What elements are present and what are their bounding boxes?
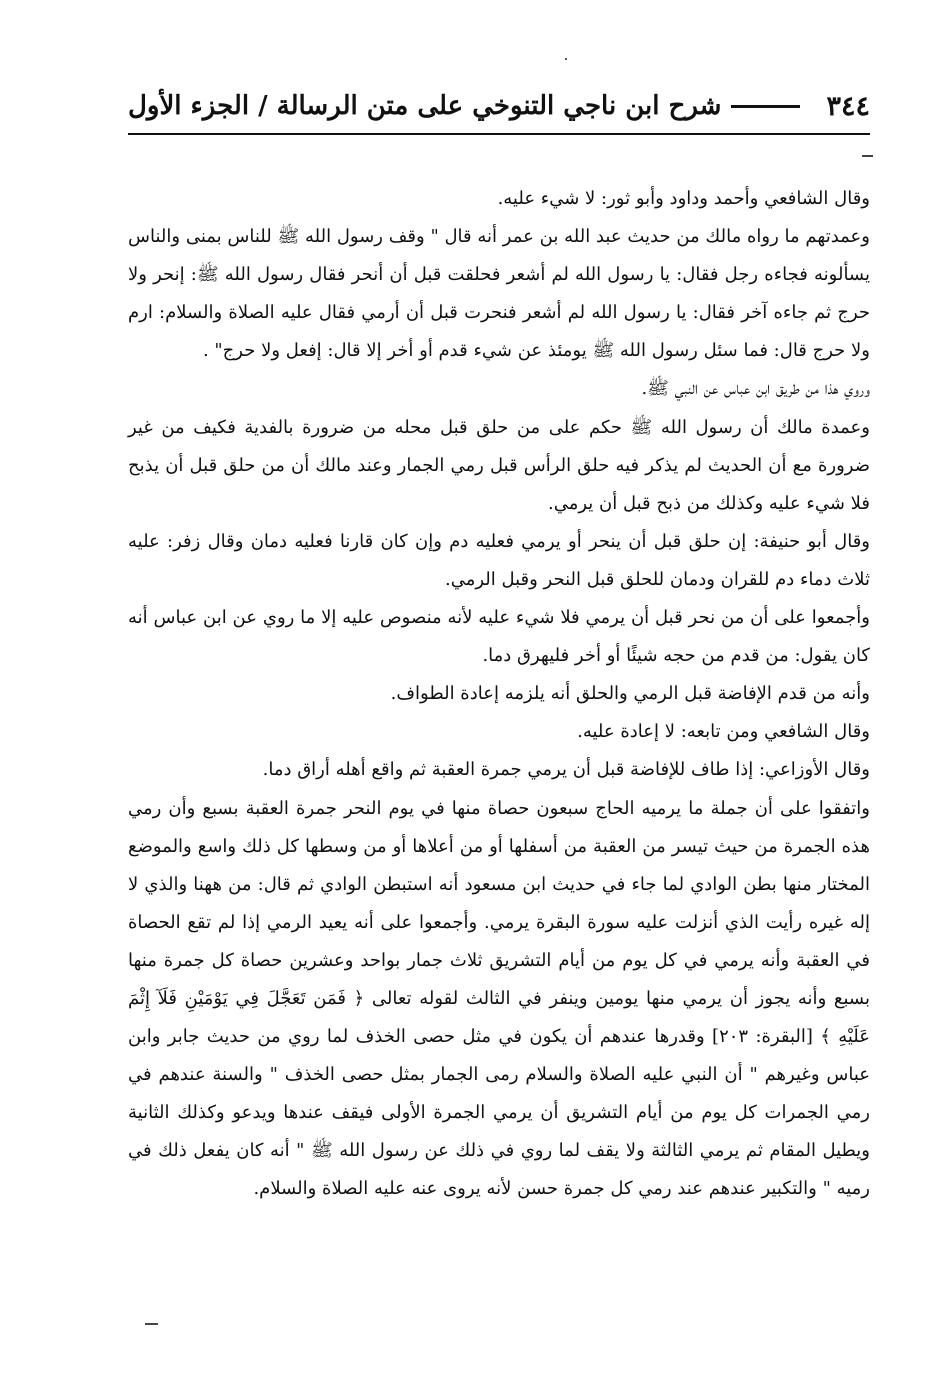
body-text <box>128 180 870 1209</box>
print-speck <box>565 58 567 60</box>
paragraph: وقال الشافعي وأحمد وداود وأبو ثور: لا شيء عليه. <box>497 188 870 209</box>
header-dash-rule <box>731 105 800 108</box>
header-underline <box>128 133 870 135</box>
paragraph: وأنه من قدم الإفاضة قبل الرمي والحلق أنه يلزمه إعادة الطواف. <box>390 683 870 705</box>
paragraph: وقال أبو حنيفة: إن حلق قبل أن ينحر أو يرمي فعليه دم وإن كان قارنا فعليه دمان وقال زفر: عليه ثلاث دماء دم للقران ودمان للحلق قبل النحر وقبل الرمي. <box>128 530 870 590</box>
margin-mark-bottom <box>145 1323 158 1325</box>
paragraph: وقال الشافعي ومن تابعه: لا إعادة عليه. <box>577 721 870 743</box>
paragraph: وروي هذا من طريق ابن عباس عن النبي ﷺ. <box>641 378 870 400</box>
paragraph: وقال الأوزاعي: إذا طاف للإفاضة قبل أن يرمي جمرة العقبة ثم واقع أهله أراق دما. <box>262 759 870 781</box>
page-number: ٣٤٤ <box>826 90 870 122</box>
paragraph: واتفقوا على أن جملة ما يرميه الحاج سبعون حصاة منها في يوم النحر جمرة العقبة بسبع وأن رمي هذه الجمرة من حيث تيسر من العقبة من أسفلها أو من أعلاها أو من وسطها كل ذلك واسع والموضع المختار منها بطن الوادي لما جاء في حديث ابن مسعود أنه استبطن الوادي ثم قال: من ههنا والذي لا إله غيره رأيت الذي أنزلت عليه سورة البقرة يرمي. وأجمعوا على أنه يعيد الرمي إذا لم تقع الحصاة في العقبة وأنه يرمي في كل يوم من أيام التشريق ثلاث جمار بواحد وعشرين حصاة كل جمرة منها بسبع وأنه يجوز أن يرمي منها يومين وينفر في الثالث لقوله تعالى ﴿ فَمَن تَعَجَّلَ فِي يَوْمَيْنِ فَلَآ إِثْمَ عَلَيْهِ ﴾ [البقرة: ٢٠٣] وقدرها عندهم أن يكون في مثل حصى الخذف لما روي من حديث جابر وابن عباس وغيرهم " أن النبي عليه الصلاة والسلام رمى الجمار بمثل حصى الخذف " والسنة عندهم في رمي الجمرات كل يوم من أيام التشريق أن يرمي الجمرة الأولى فيقف عندها ويدعو وكذلك الثانية ويطيل المقام ثم يرمي الثالثة ولا يقف لما روي في ذلك عن رسول الله ﷺ " أنه كان يفعل ذلك في رميه " والتكبير عندهم عند رمي كل جمرة حسن لأنه يروى عنه عليه الصلاة والسلام. <box>128 797 871 1200</box>
margin-mark-top <box>862 155 873 157</box>
running-title: شرح ابن ناجي التنوخي على متن الرسالة / الجزء الأول <box>128 91 722 121</box>
paragraph: وعمدتهم ما رواه مالك من حديث عبد الله بن عمر أنه قال " وقف رسول الله ﷺ للناس بمنى والناس يسألونه فجاءه رجل فقال: يا رسول الله لم أشعر فحلقت قبل أن أنحر فقال رسول الله ﷺ: إنحر ولا حرج ثم جاءه آخر فقال: يا رسول الله لم أشعر فنحرت قبل أن أرمي فقال عليه الصلاة والسلام: ارم ولا حرج قال: فما سئل رسول الله ﷺ يومئذ عن شيء قدم أو أخر إلا قال: إفعل ولا حرج" . <box>128 226 870 362</box>
paragraph: وأجمعوا على أن من نحر قبل أن يرمي فلا شيء عليه لأنه منصوص عليه إلا ما روي عن ابن عباس أنه كان يقول: من قدم من حجه شيئًا أو أخر فليهرق دما. <box>128 607 870 667</box>
page-header <box>128 82 870 130</box>
paragraph: وعمدة مالك أن رسول الله ﷺ حكم على من حلق قبل محله من ضرورة بالفدية فكيف من غير ضرورة مع أن الحديث لم يذكر فيه حلق الرأس قبل رمي الجمار وعند مالك أن من حلق قبل أن يذبح فلا شيء عليه وكذلك من ذبح قبل أن يرمي. <box>128 416 870 514</box>
